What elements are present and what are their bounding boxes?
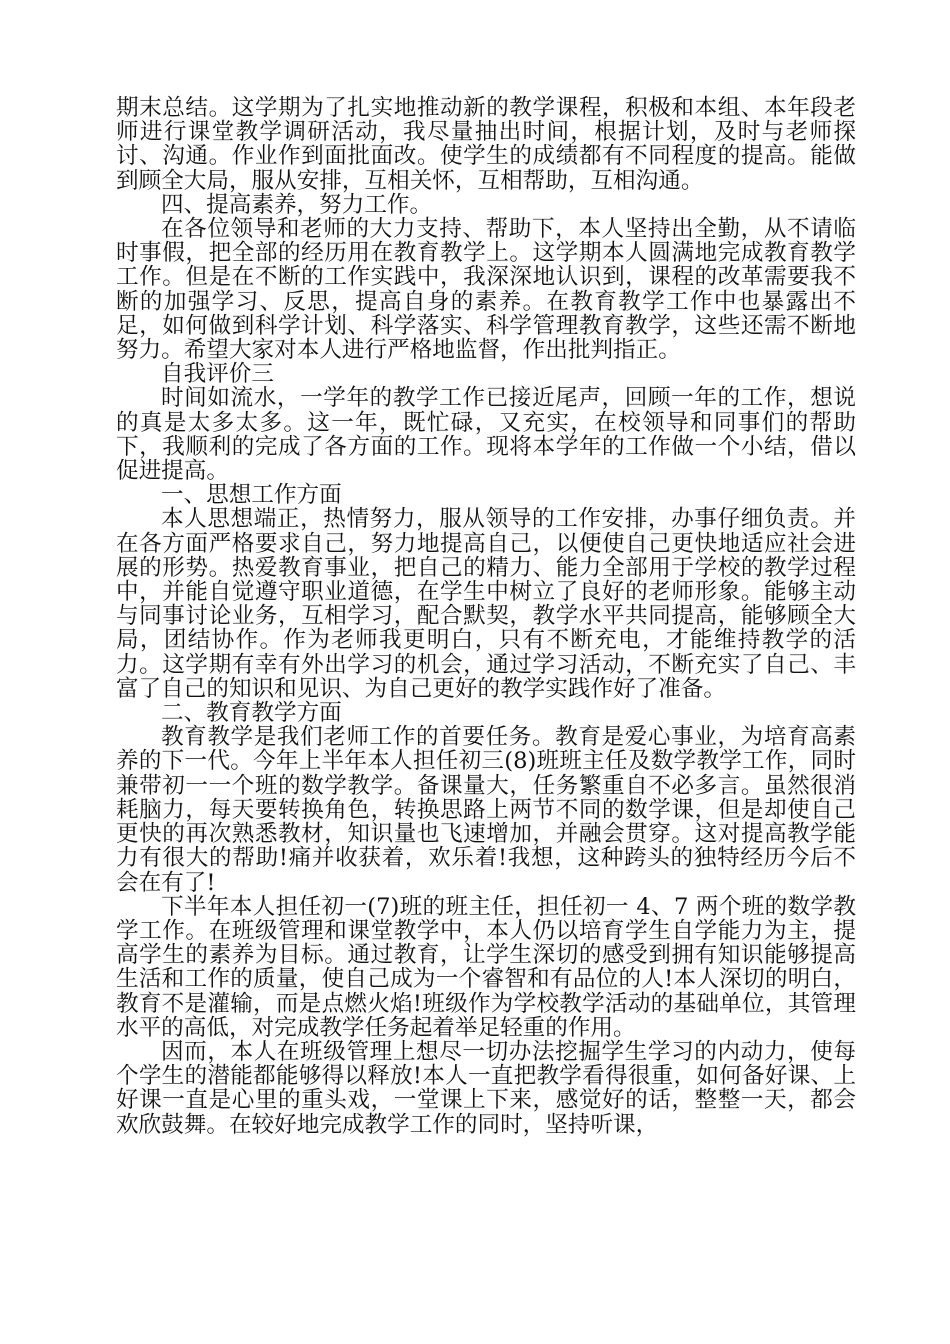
paragraph: 在各位领导和老师的大力支持、帮助下，本人坚持出全勤，从不请临时事假，把全部的经历用在教育教学上。这学期本人圆满地完成教育教学工作。但是在不断的工作实践中，我深深地认识到，课程的改革需要我不断的加强学习、反思，提高自身的素养。在教育教学工作中也暴露出不足，如何做到科学计划、科学落实、科学管理教育教学，这些还需不断地努力。希望大家对本人进行严格地监督，作出批判指正。 [116, 216, 856, 364]
paragraph: 教育教学是我们老师工作的首要任务。教育是爱心事业，为培育高素养的下一代。今年上半年本人担任初三(8)班班主任及数学教学工作，同时兼带初一一个班的数学教学。备课量大，任务繁重自不必多言。虽然很消耗脑力，每天要转换角色，转换思路上两节不同的数学课，但是却使自己更快的再次熟悉教材，知识量也飞速增加，并融会贯穿。这对提高教学能力有很大的帮助!痛并收获着，欢乐着!我想，这种跨头的独特经历今后不会在有了! [116, 724, 856, 896]
section-heading: 二、教育教学方面 [161, 700, 342, 727]
paragraph: 期末总结。这学期为了扎实地推动新的教学课程，积极和本组、本年段老师进行课堂教学调研活动，我尽量抽出时间，根据计划，及时与老师探讨、沟通。作业作到面批面改。使学生的成绩都有不同程度的提高。能做到顾全大局，服从安排，互相关怀，互相帮助，互相沟通。 [116, 95, 856, 194]
paragraph: 本人思想端正，热情努力，服从领导的工作安排，办事仔细负责。并在各方面严格要求自己，努力地提高自己，以便使自己更快地适应社会进展的形势。热爱教育事业，把自己的精力、能力全部用于学校的教学过程中，并能自觉遵守职业道德，在学生中树立了良好的老师形象。能够主动与同事讨论业务，互相学习，配合默契，教学水平共同提高，能够顾全大局，团结协作。作为老师我更明白，只有不断充电，才能维持教学的活力。这学期有幸有外出学习的机会，通过学习活动，不断充实了自己、丰富了自己的知识和见识、为自己更好的教学实践作好了准备。 [116, 506, 856, 702]
section-heading: 一、思想工作方面 [161, 482, 342, 509]
paragraph: 时间如流水，一学年的教学工作已接近尾声，回顾一年的工作，想说的真是太多太多。这一年，既忙碌，又充实，在校领导和同事们的帮助下，我顺利的完成了各方面的工作。现将本学年的工作做一个小结，借以促进提高。 [116, 385, 856, 485]
section-heading: 四、提高素养，努力工作。 [161, 191, 433, 218]
paragraph: 因而，本人在班级管理上想尽一切办法挖掘学生学习的内动力，使每个学生的潜能都能够得以释放!本人一直把教学看得很重，如何备好课、上好课一直是心里的重头戏，一堂课上下来，感觉好的话，整整一天，都会欢欣鼓舞。在较好地完成教学工作的同时，坚持听课， [116, 1038, 856, 1138]
paragraph: 下半年本人担任初一(7)班的班主任，担任初一 4、7 两个班的数学教学工作。在班级管理和课堂教学中，本人仍以培育学生自学能力为主，提高学生的素养为目标。通过教育，让学生深切的感受到拥有知识能够提高生活和工作的质量，使自己成为一个睿智和有品位的人!本人深切的明白，教育不是灌输，而是点燃火焰!班级作为学校教学活动的基础单位，其管理水平的高低，对完成教学任务起着举足轻重的作用。 [116, 893, 856, 1041]
document-page [116, 96, 856, 1137]
section-title: 自我评价三 [161, 361, 274, 388]
